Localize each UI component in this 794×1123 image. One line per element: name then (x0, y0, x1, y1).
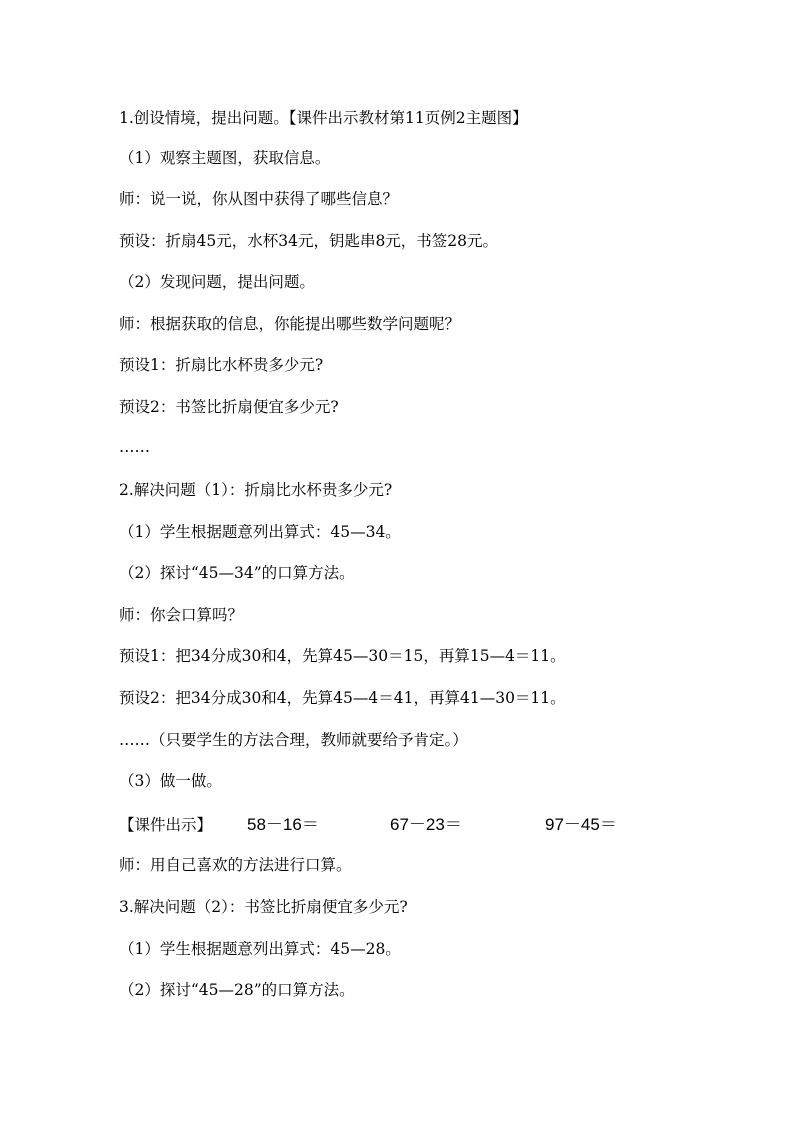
step-discuss-method-2: （2）探讨“45—28”的口算方法。 (119, 981, 355, 999)
section-heading-1: 1.创设情境，提出问题。【课件出示教材第11页例2主题图】 (119, 109, 528, 127)
preset-1-question: 预设1：折扇比水杯贵多少元? (119, 356, 324, 374)
section-heading-3: 3.解决问题（2）：书签比折扇便宜多少元? (119, 898, 408, 916)
teacher-question-info: 师：说一说，你从图中获得了哪些信息？ (119, 190, 399, 208)
exercise-item-3: 97－45＝ (545, 815, 617, 834)
preset-prices: 预设：折扇45元，水杯34元，钥匙串8元，书签28元。 (119, 232, 499, 250)
step-ask-question: （2）发现问题，提出问题。 (119, 273, 315, 291)
teacher-instruction: 师：用自己喜欢的方法进行口算。 (119, 856, 352, 874)
preset-2-question: 预设2：书签比折扇便宜多少元? (119, 398, 339, 416)
section-heading-2: 2.解决问题（1）：折扇比水杯贵多少元? (119, 481, 393, 499)
step-observe: （1）观察主题图，获取信息。 (119, 149, 331, 167)
ellipsis-1: …… (119, 438, 150, 456)
step-discuss-method-1: （2）探讨“45—34”的口算方法。 (119, 564, 355, 582)
ellipsis-note: ……（只要学生的方法合理，教师就要给予肯定。） (119, 731, 468, 749)
exercise-row (119, 815, 639, 837)
teacher-question-mental: 师：你会口算吗？ (119, 606, 244, 624)
preset-1-method: 预设1：把34分成30和4，先算45—30＝15，再算15—4＝11。 (119, 647, 566, 665)
step-write-formula-2: （1）学生根据题意列出算式：45—28。 (119, 940, 401, 958)
step-practice: （3）做一做。 (119, 772, 222, 790)
teacher-question-math: 师：根据获取的信息，你能提出哪些数学问题呢？ (119, 315, 461, 333)
preset-2-method: 预设2：把34分成30和4，先算45—4＝41，再算41—30＝11。 (119, 689, 566, 707)
step-write-formula-1: （1）学生根据题意列出算式：45—34。 (119, 523, 401, 541)
exercise-item-1: 58－16＝ (247, 815, 319, 834)
exercise-label: 【课件出示】 (119, 816, 213, 834)
exercise-item-2: 67－23＝ (390, 815, 462, 834)
